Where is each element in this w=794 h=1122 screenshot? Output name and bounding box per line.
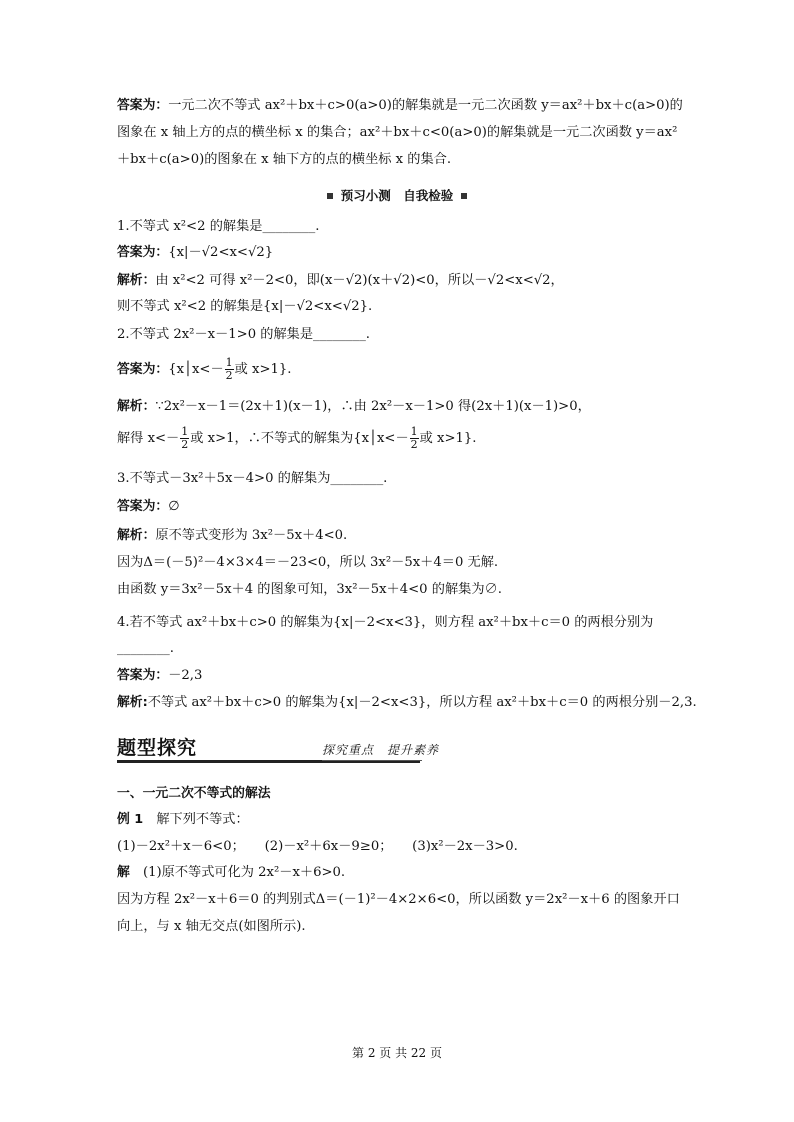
q1-answer bbox=[117, 244, 682, 262]
analysis-label: 解析： bbox=[117, 273, 156, 288]
banner-subtitle: 探究重点 提升素养 bbox=[322, 743, 440, 757]
q3-analysis-3: 由函数 y＝3x²－5x＋4 的图象可知，3x²－5x＋4<0 的解集为∅. bbox=[117, 582, 502, 597]
fraction-denominator: 2 bbox=[225, 369, 233, 382]
square-bullet-icon bbox=[327, 193, 333, 199]
q2-stem: 2.不等式 2x²－x－1>0 的解集是________. bbox=[117, 327, 370, 342]
solution-2: 因为方程 2x²－x＋6＝0 的判别式Δ＝(－1)²－4×2×6<0，所以函数 y＝2x²－x＋6 的图象开口 bbox=[117, 892, 680, 907]
fraction-denominator: 2 bbox=[181, 438, 189, 451]
solution-text: (1)原不等式可化为 2x²－x＋6>0. bbox=[129, 865, 346, 880]
analysis-text: 原不等式变形为 3x²－5x＋4<0. bbox=[155, 528, 348, 543]
fraction-numerator: 1 bbox=[181, 425, 189, 438]
answer-label: 答案为： bbox=[117, 668, 169, 683]
solution-1 bbox=[117, 864, 682, 882]
q3-analysis-2: 因为Δ＝(－5)²－4×3×4＝－23<0，所以 3x²－5x＋4＝0 无解. bbox=[117, 555, 499, 570]
q1-stem: 1.不等式 x²<2 的解集是________. bbox=[117, 219, 320, 234]
analysis-label: 解析： bbox=[117, 528, 156, 543]
banner-title: 题型探究 bbox=[117, 737, 198, 759]
analysis-text: ∵2x²－x－1＝(2x＋1)(x－1)，∴由 2x²－x－1>0 得(2x＋1)(x－1)>0， bbox=[155, 399, 591, 414]
fraction-denominator: 2 bbox=[410, 438, 418, 451]
square-bullet-icon bbox=[461, 193, 467, 199]
section-heading bbox=[0, 186, 794, 204]
intro-line-3: ＋bx＋c(a>0)的图象在 x 轴下方的点的横坐标 x 的集合. bbox=[117, 152, 452, 167]
fraction bbox=[410, 426, 419, 451]
q4-stem-1: 4.若不等式 ax²＋bx＋c>0 的解集为{x|－2<x<3}，则方程 ax²＋bx＋c＝0 的两根分别为 bbox=[117, 615, 654, 630]
q1-analysis-1 bbox=[117, 272, 682, 290]
analysis-label: 解析: bbox=[117, 695, 148, 710]
answer-part: 或 x>1}. bbox=[234, 362, 292, 377]
example-label: 例 1 bbox=[117, 812, 144, 827]
section-banner bbox=[117, 733, 687, 763]
fraction-numerator: 1 bbox=[225, 356, 233, 369]
answer-label: 答案为： bbox=[117, 499, 169, 514]
q2-analysis-2 bbox=[117, 424, 682, 454]
fraction-numerator: 1 bbox=[410, 425, 418, 438]
q4-stem-2: ________. bbox=[117, 641, 174, 656]
q3-stem: 3.不等式－3x²＋5x－4>0 的解集为________. bbox=[117, 471, 388, 486]
q2-answer bbox=[117, 355, 682, 385]
analysis-part: 解得 x<－ bbox=[117, 431, 180, 446]
answer-value: {x|－√2<x<√2} bbox=[168, 245, 274, 260]
answer-label: 答案为： bbox=[117, 362, 169, 377]
example-items: (1)－2x²＋x－6<0； (2)－x²＋6x－9≥0； (3)x²－2x－3>0. bbox=[117, 839, 518, 854]
solution-label: 解 bbox=[117, 865, 130, 880]
part1-heading: 一、一元二次不等式的解法 bbox=[117, 786, 271, 801]
fraction bbox=[225, 357, 234, 382]
example-1 bbox=[117, 811, 682, 829]
analysis-text: 不等式 ax²＋bx＋c>0 的解集为{x|－2<x<3}，所以方程 ax²＋bx＋c＝0 的两根分别－2,3. bbox=[147, 695, 697, 710]
section-title: 预习小测 自我检验 bbox=[340, 188, 454, 203]
answer-value: ∅ bbox=[168, 499, 180, 514]
q2-analysis-1 bbox=[117, 398, 682, 416]
fraction bbox=[180, 426, 189, 451]
q3-answer bbox=[117, 498, 682, 516]
analysis-part: 或 x>1}. bbox=[419, 431, 477, 446]
example-text: 解下列不等式： bbox=[143, 812, 249, 827]
solution-3: 向上，与 x 轴无交点(如图所示). bbox=[117, 919, 306, 934]
q3-analysis-1 bbox=[117, 527, 682, 545]
analysis-part: 或 x>1，∴不等式的解集为{x│x<－ bbox=[190, 431, 409, 446]
answer-part: {x│x<－ bbox=[168, 362, 224, 377]
analysis-label: 解析： bbox=[117, 399, 156, 414]
banner-thin-line bbox=[322, 760, 422, 761]
answer-label: 答案为： bbox=[117, 245, 169, 260]
intro-text-1: 一元二次不等式 ax²＋bx＋c>0(a>0)的解集就是一元二次函数 y＝ax²＋bx＋c(a>0)的 bbox=[168, 98, 683, 113]
intro-line-2: 图象在 x 轴上方的点的横坐标 x 的集合；ax²＋bx＋c<0(a>0)的解集就是一元二次函数 y＝ax² bbox=[117, 125, 678, 140]
answer-label: 答案为： bbox=[117, 98, 169, 113]
page-footer: 第 2 页 共 22 页 bbox=[352, 1046, 442, 1060]
analysis-text: 由 x²<2 可得 x²－2<0，即(x－√2)(x＋√2)<0，所以－√2<x<√2， bbox=[155, 273, 564, 288]
intro-line-1 bbox=[117, 97, 682, 115]
q4-answer bbox=[117, 667, 682, 685]
q1-analysis-2: 则不等式 x²<2 的解集是{x|－√2<x<√2}. bbox=[117, 299, 373, 314]
q4-analysis bbox=[117, 694, 697, 712]
answer-value: －2,3 bbox=[168, 668, 203, 683]
